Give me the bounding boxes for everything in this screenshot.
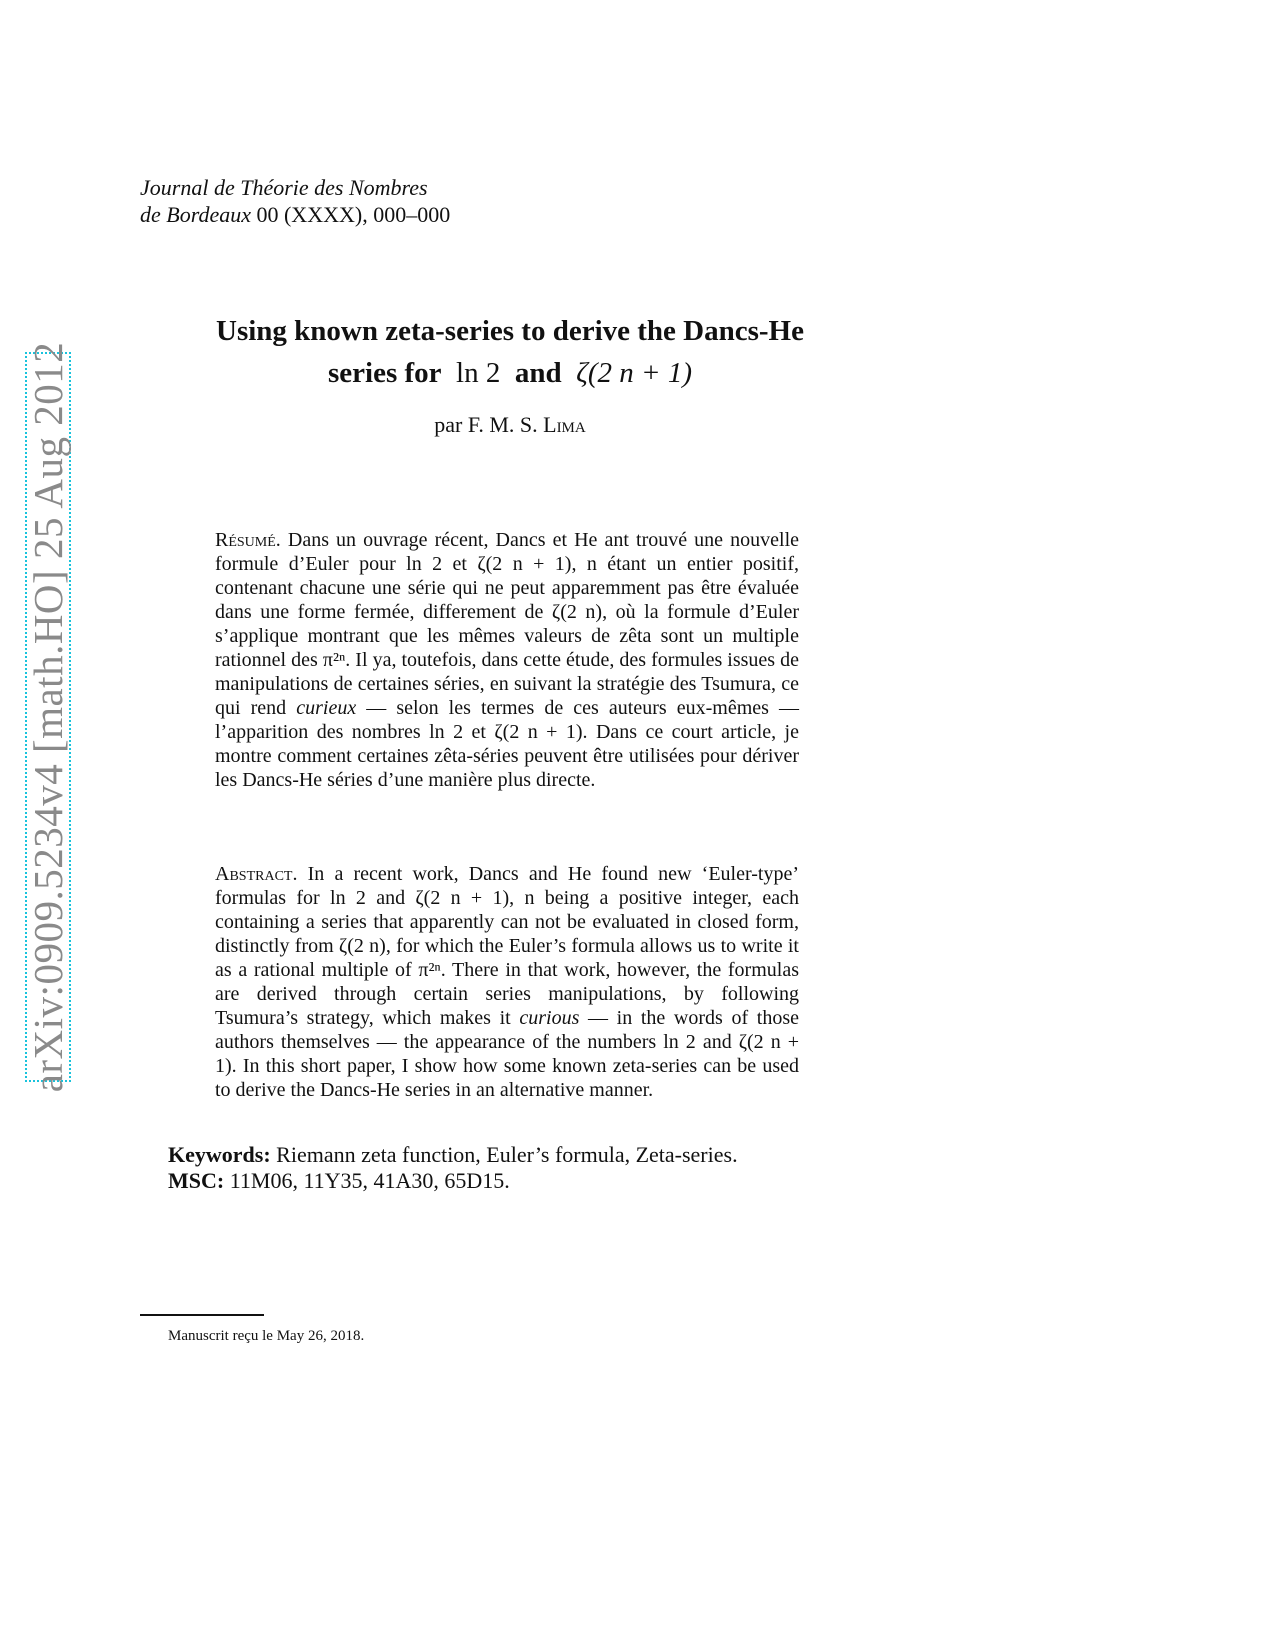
resume-paragraph: [215, 528, 799, 792]
author-prefix: par F. M. S.: [434, 412, 538, 437]
journal-name-line2: [140, 201, 450, 228]
keywords-block: [168, 1142, 738, 1194]
abstract-tail: — in the words of those authors themselves — the appearance of the numbers ln 2 and ζ(2 n + 1). In this short paper, I show how some known zeta-series can be used to derive the Dancs-He series in an alternative manner.: [215, 1007, 799, 1101]
author-surname: Lima: [543, 412, 586, 437]
resume-body: . Dans un ouvrage récent, Dancs et He ant trouvé une nouvelle formule d’Euler pour ln 2 et ζ(2 n + 1), n étant un entier positif, contenant chacune une série qui ne peut apparemment pas être évaluée dans une forme fermée, differement de ζ(2 n), où la formule d’Euler s’applique montrant que les mêmes valeurs de zêta sont un multiple rationnel des π²ⁿ. Il ya, toutefois, dans cette étude, des formules issues de manipulations de certaines séries, en suivant la stratégie des Tsumura, ce qui rend: [215, 529, 799, 719]
title-math-zeta: ζ(2 n + 1): [576, 357, 692, 389]
msc-line: [168, 1168, 738, 1194]
title-and: and: [514, 357, 562, 389]
title-line2: [140, 352, 880, 394]
msc-value: 11M06, 11Y35, 41A30, 65D15.: [224, 1168, 510, 1193]
journal-volume: 00 (XXXX), 000–000: [250, 202, 451, 227]
arxiv-identifier: arXiv:0909.5234v4 [math.HO] 25 Aug 2012: [25, 341, 71, 1093]
footnote: Manuscrit reçu le May 26, 2018.: [168, 1328, 365, 1344]
keywords-line: [168, 1142, 738, 1168]
abstract-paragraph: [215, 862, 799, 1102]
resume-tail: — selon les termes de ces auteurs eux-mêmes — l’apparition des nombres ln 2 et ζ(2 n + 1). Dans ce court article, je montre comment certaines zêta-séries peuvent être utilisées pour dériver les Dancs-He séries d’une manière plus directe.: [215, 697, 799, 791]
paper-title: [140, 310, 880, 394]
footnote-rule: [140, 1314, 264, 1316]
resume-heading: Résumé: [215, 529, 276, 551]
journal-name-bordeaux: de Bordeaux: [140, 202, 251, 227]
abstract-heading: Abstract: [215, 863, 293, 885]
keywords-value: Riemann zeta function, Euler’s formula, Zeta-series.: [270, 1142, 738, 1167]
journal-header: [140, 174, 450, 228]
title-math-ln2: ln 2: [456, 357, 501, 389]
author-line: [140, 412, 880, 438]
abstract-body: . In a recent work, Dancs and He found new ‘Euler-type’ formulas for ln 2 and ζ(2 n + 1), n being a positive integer, each containing a series that apparently can not be evaluated in closed form, distinctly from ζ(2 n), for which the Euler’s formula allows us to write it as a rational multiple of π²ⁿ. There in that work, however, the formulas are derived through certain series manipulations, by following Tsumura’s strategy, which makes it: [215, 863, 799, 1029]
keywords-label: Keywords:: [168, 1142, 271, 1167]
msc-label: MSC:: [168, 1168, 225, 1193]
title-line1: Using known zeta-series to derive the Dancs-He: [216, 315, 804, 347]
title-series-for: series for: [328, 357, 442, 389]
arxiv-stamp: [25, 341, 71, 1093]
abstract-emphasis: curious: [519, 1007, 580, 1029]
resume-emphasis: curieux: [296, 697, 357, 719]
journal-name-line1: Journal de Théorie des Nombres: [140, 175, 428, 200]
